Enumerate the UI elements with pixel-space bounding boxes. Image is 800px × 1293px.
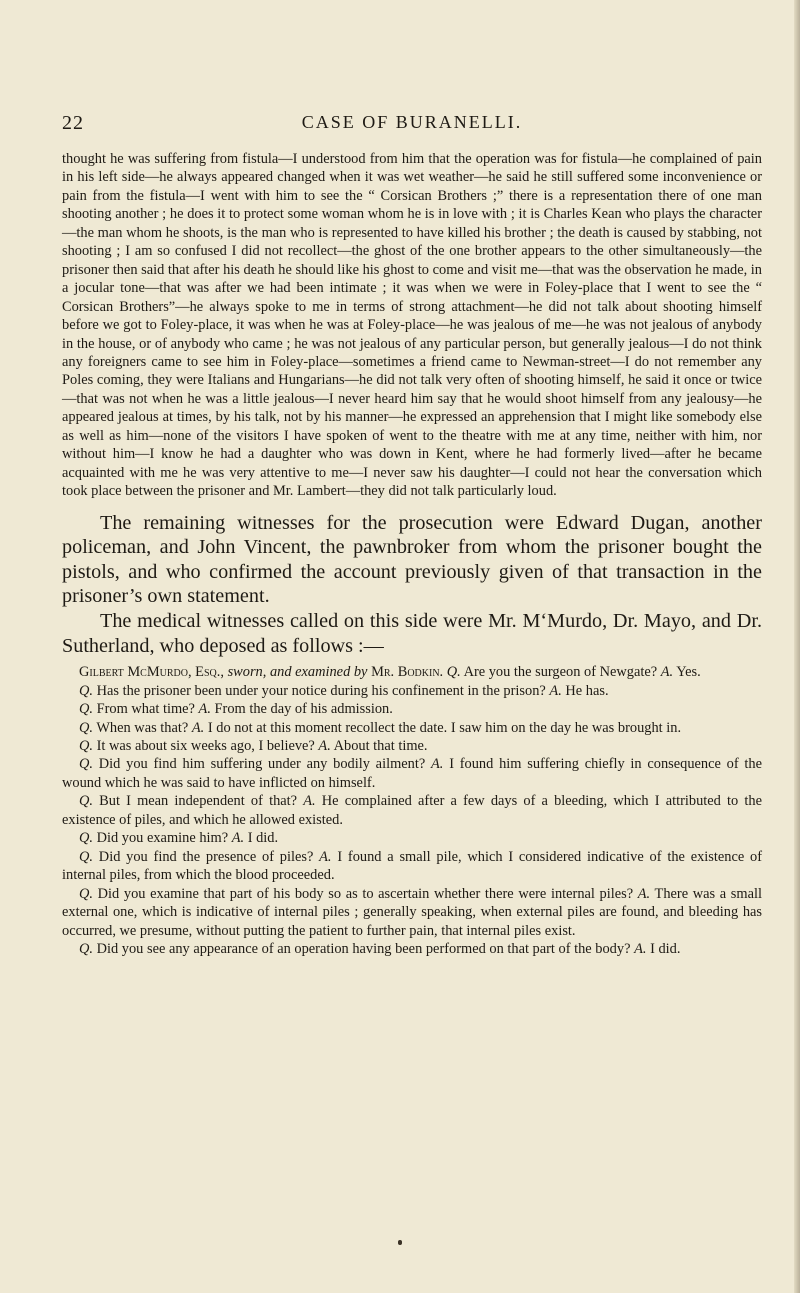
page-number: 22: [62, 112, 84, 134]
witness-name: Gilbert McMurdo, Esq.,: [79, 664, 224, 681]
answer-label: A.: [431, 756, 444, 773]
question-label: Q.: [79, 940, 93, 957]
answer-text: I did.: [650, 940, 681, 957]
question-text: It was about six weeks ago, I believe?: [96, 737, 315, 754]
answer-label: A.: [634, 940, 647, 957]
question-label: Q.: [79, 719, 93, 736]
answer-label: A.: [549, 682, 562, 699]
question-text: But I mean independent of that?: [99, 793, 298, 810]
qa-list: [62, 682, 762, 959]
page-header: [62, 112, 762, 140]
examiner-name: Mr. Bodkin.: [371, 664, 444, 681]
medical-witnesses-paragraph: The medical witnesses called on this side were Mr. M‘Murdo, Dr. Mayo, and Dr. Sutherland, who deposed as follows :—: [62, 609, 762, 657]
qa-exchange: [62, 940, 762, 958]
question-label: Q.: [79, 885, 93, 902]
page-edge-shadow: [794, 0, 800, 1293]
answer-label: A.: [303, 793, 316, 810]
qa-exchange: [62, 700, 762, 718]
qa-exchange: [62, 848, 762, 885]
question-label: Q.: [79, 830, 93, 847]
prosecution-witnesses-paragraph: The remaining witnesses for the prosecution were Edward Dugan, another policeman, and John Vincent, the pawnbroker from whom the prisoner bought the pistols, and who confirmed the account previously given of that transaction in the prisoner’s own statement.: [62, 511, 762, 608]
answer-label: A.: [191, 719, 205, 736]
answer-text: I do not at this moment recollect the date. I saw him on the day he was brought in.: [207, 719, 682, 736]
question-label: Q.: [79, 756, 93, 773]
answer-label: A.: [637, 885, 651, 902]
question-text: Did you find him suffering under any bodily ailment?: [98, 756, 426, 773]
question-text: Has the prisoner been under your notice during his confinement in the prison?: [96, 682, 546, 699]
testimony-paragraph: thought he was suffering from fistula—I understood from him that the operation was for fistula—he complained of pain in his left side—he always appeared changed when it was wet weather—he said he still suffered some inconvenience or pain from the fistula—I went with him to see the “ Corsican Brothers ;” there is a representation there of one man shooting another ; he does it to protect some woman whom he is in love with ; it is Charles Kean who plays the character—the man whom he shoots, is the man who is represented to have killed his brother ; the death is caused by stabbing, not shooting ; I am so confused I did not recollect—the ghost of the one brother appears to the other simultaneously—the prisoner then said that after his death he should like his ghost to come and visit me—that was the observation he made, in a jocular tone—that was after we had been intimate ; it was when we were in Foley-place that I went to see the “ Corsican Brothers”—he always spoke to me in terms of strong attachment—he did not talk about shooting himself before we got to Foley-place, it was when he was at Foley-place—he was jealous of me—he was not jealous of anybody in the house, or of anybody who came ; he was not jealous of any particular person, but generally jealous—I do not think any foreigners came to see him in Foley-place—sometimes a friend came to Newman-street—I do not remember any Poles coming, they were Italians and Hungarians—he did not talk very often of shooting himself, he said it once or twice—that was not when he was a little jealous—I never heard him say that he would shoot himself from any jealousy—he appeared jealous at times, by his talk, not by his manner—he expressed an apprehension that I might like somebody else as well as him—none of the visitors I have spoken of went to the theatre with me at any time, neither with him, nor without him—I know he had a daughter who was down in Kent, where he had formerly lived—after he became acquainted with me he was very attentive to me—I never saw his daughter—I could not hear the conversation which took place between the prisoner and Mr. Lambert—they did not talk particularly loud.: [62, 151, 762, 500]
question-text: Are you the surgeon of Newgate?: [463, 664, 658, 681]
qa-exchange: [62, 682, 762, 700]
answer-text: About that time.: [333, 737, 428, 754]
answer-label: A.: [318, 737, 331, 754]
question-label: Q.: [79, 701, 93, 718]
running-head: CASE OF BURANELLI.: [301, 112, 523, 132]
answer-text: He has.: [565, 682, 609, 699]
witness-heading: [62, 663, 762, 681]
qa-exchange: [62, 792, 762, 829]
question-label: Q.: [79, 737, 93, 754]
question-text: Did you examine him?: [96, 830, 229, 847]
answer-label: A.: [319, 848, 332, 865]
qa-exchange: [62, 719, 762, 737]
qa-exchange: [62, 885, 762, 940]
question-text: When was that?: [96, 719, 189, 736]
answer-label: A.: [198, 701, 211, 718]
answer-text: He complained after a few days of a bleeding, which I attributed to the existence of piles, and which he allowed existed.: [62, 793, 762, 828]
answer-text: I did.: [247, 830, 279, 847]
question-text: Did you see any appearance of an operation having been performed on that part of the body?: [96, 940, 631, 957]
answer-text: I found him suffering chiefly in consequence of the wound which he was said to have inflicted on himself.: [62, 756, 763, 791]
question-text: Did you examine that part of his body so as to ascertain whether there were internal piles?: [97, 885, 634, 902]
answer-label: A.: [231, 830, 245, 847]
ink-speck: [398, 1240, 402, 1245]
question-label: Q.: [79, 848, 93, 865]
answer-text: Yes.: [676, 664, 701, 681]
answer-text: There was a small external one, which is indicative of internal piles ; generally speaking, when external piles are found, and bleeding has occurred, we presume, without putting the patient to further pain, that internal piles exist.: [62, 885, 762, 939]
qa-exchange: [62, 829, 762, 847]
answer-label: A.: [660, 664, 674, 681]
question-label: Q.: [79, 682, 93, 699]
page-body: [62, 150, 762, 958]
question-label: Q.: [79, 793, 93, 810]
qa-exchange: [62, 755, 762, 792]
question-text: From what time?: [96, 701, 195, 718]
question-label: Q.: [446, 664, 461, 681]
answer-text: From the day of his admission.: [214, 701, 393, 718]
witness-sworn: sworn, and examined by: [227, 664, 368, 681]
question-text: Did you find the presence of piles?: [98, 848, 314, 865]
qa-exchange: [62, 737, 762, 755]
answer-text: I found a small pile, which I considered indicative of the existence of internal piles, from which the blood proceeded.: [62, 848, 763, 884]
